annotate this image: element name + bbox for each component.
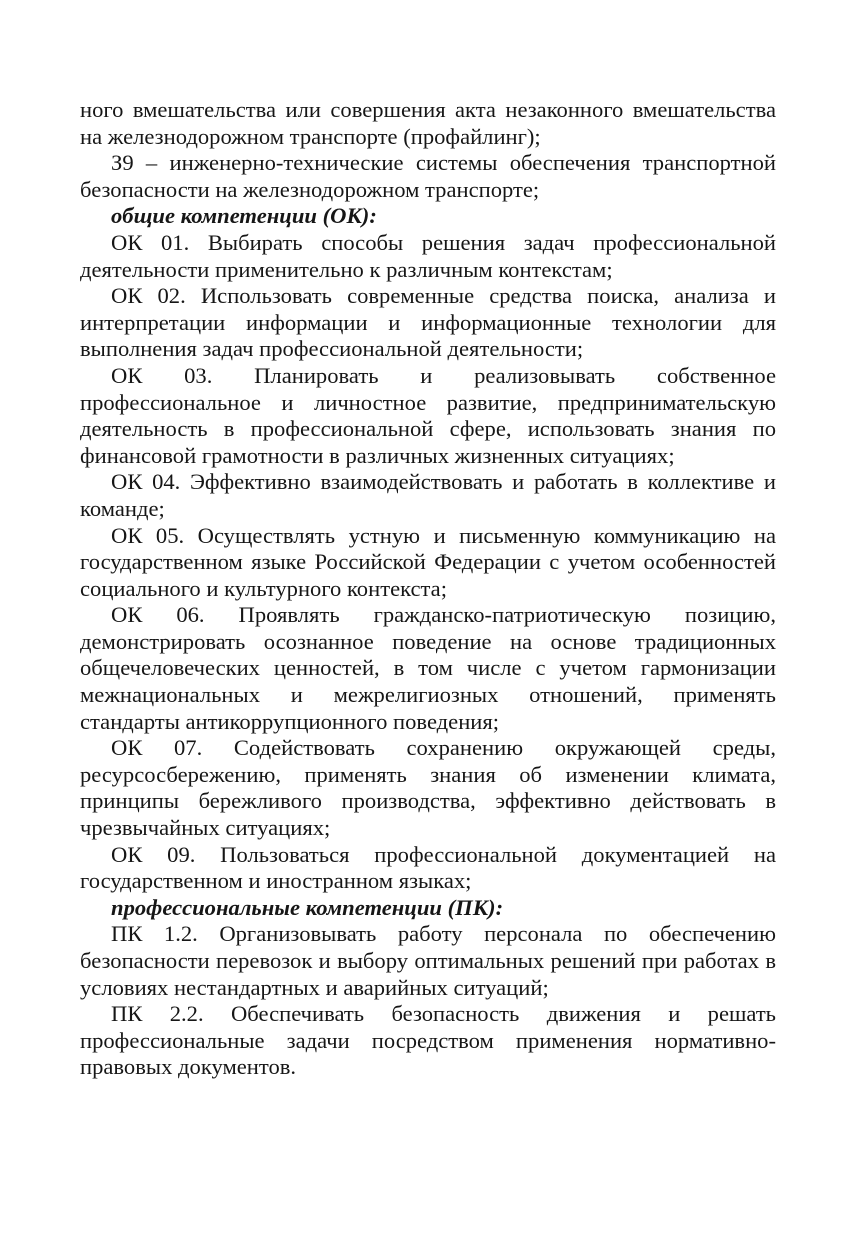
paragraph-ok-07: ОК 07. Содействовать сохранению окружающей среды, ресурсосбережению, применять знания об изменении климата, принципы бережливого производства, эффективно действовать в чрезвычайных ситуациях; [80,735,776,841]
paragraph-ok-02: ОК 02. Использовать современные средства поиска, анализа и интерпретации информации и информационные технологии для выполнения задач профессиональной деятельности; [80,283,776,362]
paragraph-ok-05: ОК 05. Осуществлять устную и письменную коммуникацию на государственном языке Российской Федерации с учетом особенностей социального и культурного контекста; [80,522,776,601]
heading-general-competencies: общие компетенции (ОК): [111,203,377,229]
paragraph-z9-engineering-systems: З9 – инженерно-технические системы обеспечения транспортной безопасности на железнодорожном транспорте; [80,150,776,202]
paragraph-continuation-unlawful-interference: ного вмешательства или совершения акта незаконного вмешательства на железнодорожном транспорте (профайлинг); [80,97,776,149]
paragraph-pk-2-2: ПК 2.2. Обеспечивать безопасность движения и решать профессиональные задачи посредством применения нормативно-правовых документов. [80,1001,776,1080]
paragraph-pk-1-2: ПК 1.2. Организовывать работу персонала по обеспечению безопасности перевозок и выбору оптимальных решений при работах в условиях нестандартных и аварийных ситуаций; [80,921,776,1000]
paragraph-ok-03: ОК 03. Планировать и реализовывать собственное профессиональное и личностное развитие, предпринимательскую деятельность в профессиональной сфере, использовать знания по финансовой грамотности в различных жизненных ситуациях; [80,362,776,468]
heading-professional-competencies: профессиональные компетенции (ПК): [111,894,504,920]
paragraph-ok-04: ОК 04. Эффективно взаимодействовать и работать в коллективе и команде; [80,469,776,521]
paragraph-ok-09: ОК 09. Пользоваться профессиональной документацией на государственном и иностранном языках; [80,841,776,894]
paragraph-ok-06: ОК 06. Проявлять гражданско-патриотическую позицию, демонстрировать осознанное поведение на основе традиционных общечеловеческих ценностей, в том числе с учетом гармонизации межнациональных и межрелигиозных отношений, применять стандарты антикоррупционного поведения; [80,602,776,734]
text-block [80,97,776,1081]
paragraph-ok-01: ОК 01. Выбирать способы решения задач профессиональной деятельности применительно к различным контекстам; [80,229,776,282]
